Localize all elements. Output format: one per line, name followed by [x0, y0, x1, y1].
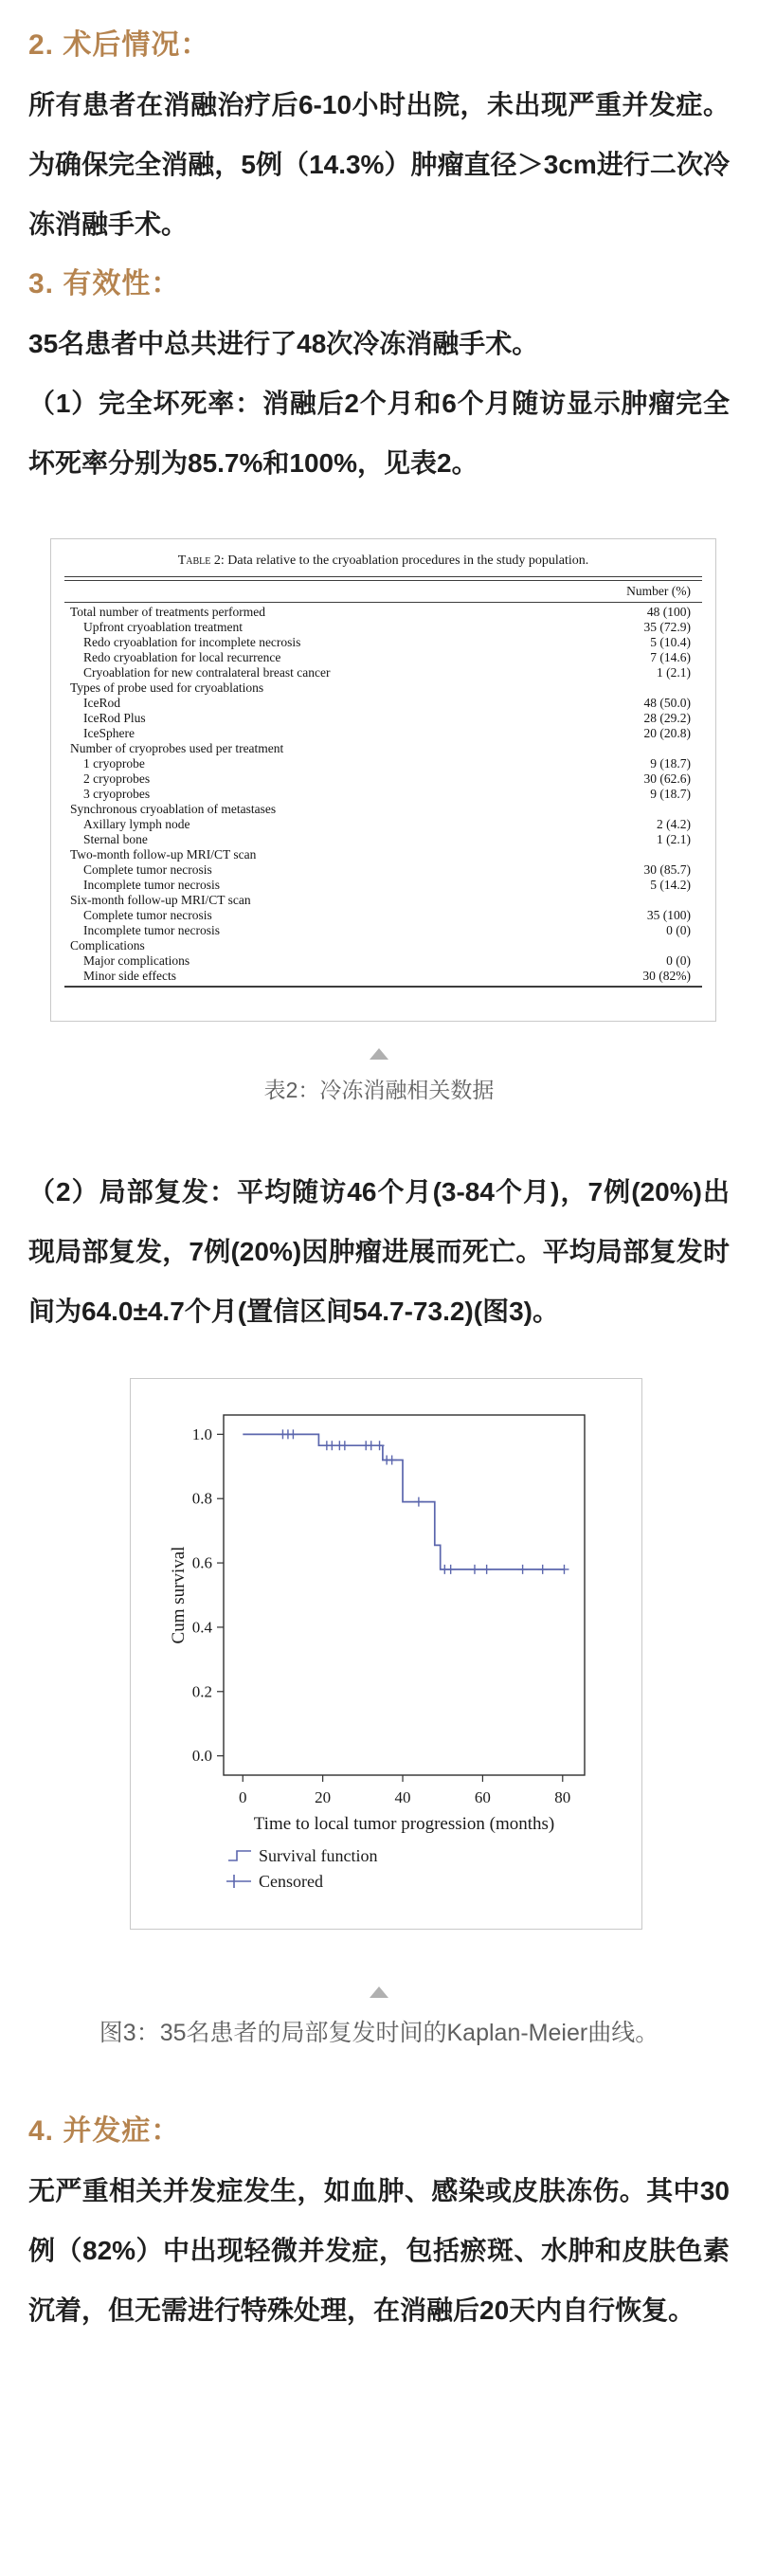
- table-title-label: Table 2:: [177, 553, 225, 568]
- paragraph-lead: （2）局部复发：: [28, 1177, 238, 1206]
- svg-text:Censored: Censored: [259, 1872, 323, 1891]
- svg-text:40: 40: [394, 1788, 411, 1806]
- table-row-label: Complete tumor necrosis: [83, 908, 212, 922]
- local-recurrence-paragraph: [28, 1162, 730, 1341]
- table-row-label: Upfront cryoablation treatment: [83, 620, 243, 634]
- table-rows: [64, 603, 702, 988]
- table-row-value: [691, 741, 702, 756]
- table-row-label: 1 cryoprobe: [83, 756, 145, 771]
- table-row-value: 2 (4.2): [657, 817, 691, 831]
- table-row: [64, 847, 702, 862]
- effectiveness-intro: 35名患者中总共进行了48次冷冻消融手术。: [28, 329, 539, 358]
- table-row: [64, 893, 702, 908]
- table-row-label: 3 cryoprobes: [83, 787, 151, 801]
- table-row-label: Synchronous cryoablation of metastases: [70, 802, 277, 816]
- section-2-body: 所有患者在消融治疗后6-10小时出院，未出现严重并发症。为确保完全消融，5例（14.3%）肿瘤直径＞3cm进行二次冷冻消融手术。: [28, 90, 730, 239]
- table-row-label: IceRod: [83, 696, 120, 710]
- table-row-label: Number of cryoprobes used per treatment: [70, 741, 284, 755]
- table-row-value: 7 (14.6): [650, 650, 691, 664]
- table-row-label: Six-month follow-up MRI/CT scan: [70, 893, 251, 907]
- table-row: [64, 756, 702, 771]
- table-row-value: 9 (18.7): [650, 787, 691, 801]
- table2-caption: 表2：冷冻消融相关数据: [263, 1078, 495, 1102]
- table-row-label: Incomplete tumor necrosis: [83, 878, 220, 892]
- table-row-label: Minor side effects: [83, 969, 176, 983]
- section-4-heading: 4. 并发症：: [28, 2115, 181, 2147]
- table-row: [64, 817, 702, 832]
- table-row-value: 0 (0): [666, 923, 691, 937]
- svg-text:0.2: 0.2: [191, 1682, 212, 1701]
- svg-text:0: 0: [239, 1788, 247, 1806]
- table-row: [64, 620, 702, 635]
- table-row-label: Total number of treatments performed: [70, 605, 265, 619]
- section-2-heading: 2. 术后情况：: [28, 29, 210, 61]
- table-row: [64, 908, 702, 923]
- table-row: [64, 862, 702, 878]
- table-row-value: [691, 802, 702, 817]
- figure3-caption: 图3：35名患者的局部复发时间的Kaplan-Meier曲线。: [99, 2020, 659, 2046]
- table-row: [64, 802, 702, 817]
- table-row-label: Incomplete tumor necrosis: [83, 923, 220, 937]
- svg-text:0.4: 0.4: [191, 1618, 212, 1637]
- table-row-value: 35 (72.9): [643, 620, 691, 634]
- table-row-value: 35 (100): [646, 908, 691, 922]
- table-row: [64, 665, 702, 680]
- table-row: [64, 711, 702, 726]
- svg-text:Time to local tumor progressio: Time to local tumor progression (months): [253, 1814, 555, 1834]
- up-triangle-icon: [370, 1986, 388, 1998]
- table-row: [64, 969, 702, 984]
- table-row-value: [691, 847, 702, 862]
- table-row-label: Complete tumor necrosis: [83, 862, 212, 877]
- table-row-label: Major complications: [83, 953, 190, 968]
- table-row-label: Types of probe used for cryoablations: [70, 680, 264, 695]
- svg-text:20: 20: [315, 1788, 332, 1806]
- table-row-label: Cryoablation for new contralateral breast cancer: [83, 665, 331, 680]
- table-title-text: Data relative to the cryoablation procedures in the study population.: [227, 553, 589, 568]
- kaplan-meier-figure: [130, 1378, 642, 1930]
- table-row-value: 30 (85.7): [643, 862, 691, 877]
- table-row-value: 28 (29.2): [643, 711, 691, 725]
- section-4-body: 无严重相关并发症发生，如血肿、感染或皮肤冻伤。其中30例（82%）中出现轻微并发症，包括瘀斑、水肿和皮肤色素沉着，但无需进行特殊处理，在消融后20天内自行恢复。: [28, 2176, 730, 2325]
- km-chart-svg: [131, 1379, 641, 1929]
- table-row-value: 48 (50.0): [643, 696, 691, 710]
- table-row: [64, 938, 702, 953]
- table-row-label: Redo cryoablation for local recurrence: [83, 650, 281, 664]
- table-row-value: 0 (0): [666, 953, 691, 968]
- table-row-label: Redo cryoablation for incomplete necrosis: [83, 635, 301, 649]
- table-row-value: 1 (2.1): [657, 665, 691, 680]
- table-column-header: [64, 581, 702, 603]
- table-row-value: 5 (14.2): [650, 878, 691, 892]
- table-row-label: IceSphere: [83, 726, 135, 740]
- table-title: [64, 551, 702, 571]
- table-row-label: Complications: [70, 938, 145, 952]
- svg-text:1.0: 1.0: [191, 1424, 212, 1443]
- complete-necrosis-paragraph: [28, 373, 730, 493]
- table-row-value: [691, 938, 702, 953]
- svg-text:0.0: 0.0: [191, 1747, 212, 1766]
- table-row: [64, 923, 702, 938]
- table-row-value: 20 (20.8): [643, 726, 691, 740]
- up-triangle-icon: [370, 1048, 388, 1060]
- table-row-value: 5 (10.4): [650, 635, 691, 649]
- table-row-value: [691, 893, 702, 908]
- table-row-label: Two-month follow-up MRI/CT scan: [70, 847, 257, 862]
- table-row: [64, 696, 702, 711]
- table-row: [64, 878, 702, 893]
- table-row: [64, 635, 702, 650]
- svg-text:80: 80: [554, 1788, 571, 1806]
- table-row: [64, 771, 702, 787]
- svg-text:Cum survival: Cum survival: [169, 1546, 189, 1644]
- table-row-value: 48 (100): [646, 605, 691, 619]
- paragraph-text: 平均随访46个月(3-84个月)，7例(20%)出现局部复发，7例(20%)因肿瘤进展而死亡。平均局部复发时间为64.0±4.7个月(置信区间54.7-73.2)(图3)。: [28, 1177, 730, 1326]
- table-row: [64, 605, 702, 620]
- table-row: [64, 650, 702, 665]
- table-row: [64, 832, 702, 847]
- svg-text:0.6: 0.6: [191, 1553, 212, 1572]
- table2-figure: [50, 538, 716, 1022]
- table-row-label: 2 cryoprobes: [83, 771, 151, 786]
- table-row: [64, 680, 702, 696]
- table-row-label: Axillary lymph node: [83, 817, 190, 831]
- table-row-value: 30 (62.6): [643, 771, 691, 786]
- table-row: [64, 726, 702, 741]
- table-row: [64, 787, 702, 802]
- table-row-value: [691, 680, 702, 696]
- paragraph-lead: （1）完全坏死率：: [28, 389, 262, 418]
- svg-text:60: 60: [474, 1788, 491, 1806]
- svg-text:Survival function: Survival function: [259, 1846, 378, 1865]
- table-row: [64, 953, 702, 969]
- paragraph-text: 消融后2个月和6个月随访显示肿瘤完全坏死率分别为85.7%和100%，见表2。: [28, 389, 730, 478]
- table-row-label: Sternal bone: [83, 832, 148, 846]
- section-3-heading: 3. 有效性：: [28, 268, 181, 299]
- table-row-value: 9 (18.7): [650, 756, 691, 771]
- number-col-header: Number (%): [626, 584, 691, 598]
- table-row-value: 30 (82%): [642, 969, 691, 983]
- table-row-value: 1 (2.1): [657, 832, 691, 846]
- table-row: [64, 741, 702, 756]
- table-row-label: IceRod Plus: [83, 711, 146, 725]
- svg-text:0.8: 0.8: [191, 1489, 212, 1508]
